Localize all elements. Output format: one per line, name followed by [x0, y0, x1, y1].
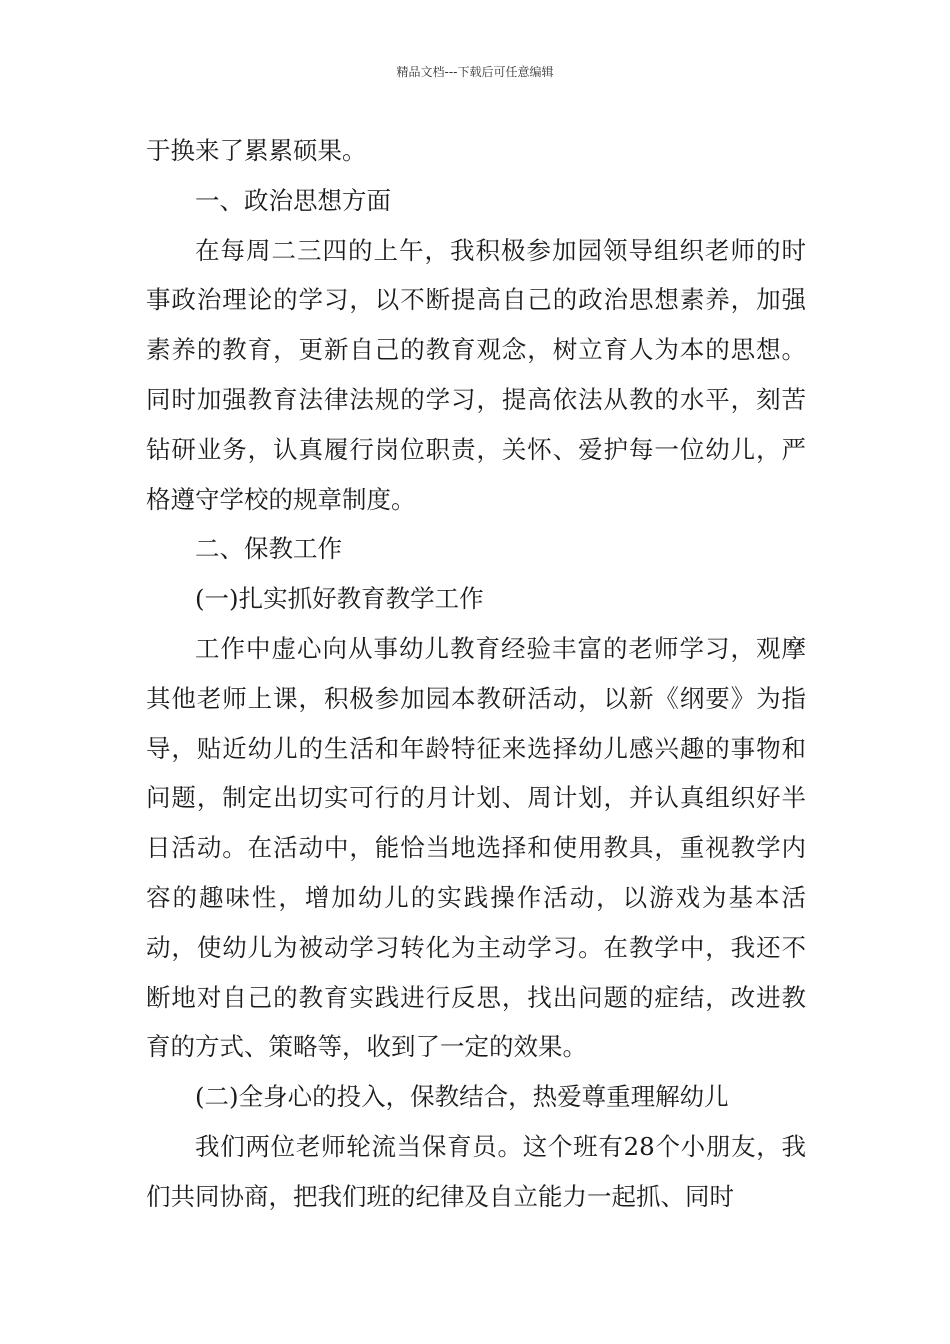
paragraph-political: 在每周二三四的上午，我积极参加园领导组织老师的时事政治理论的学习，以不断提高自己的政治思想素养，加强素养的教育，更新自己的教育观念，树立育人为本的思想。同时加强教育法律法规的学习，提高依法从教的水平，刻苦钻研业务，认真履行岗位职责，关怀、爱护每一位幼儿，严格遵守学校的规章制度。: [146, 235, 806, 514]
section-heading-political: 一、政治思想方面: [195, 185, 391, 215]
paragraph-teaching: 工作中虚心向从事幼儿教育经验丰富的老师学习，观摩其他老师上课，积极参加园本教研活动，以新《纲要》为指导，贴近幼儿的生活和年龄特征来选择幼儿感兴趣的事物和问题，制定出切实可行的月计划、周计划，并认真组织好半日活动。在活动中，能恰当地选择和使用教具，重视教学内容的趣味性，增加幼儿的实践操作活动，以游戏为基本活动，使幼儿为被动学习转化为主动学习。在教学中，我还不断地对自己的教育实践进行反思，找出问题的症结，改进教育的方式、策略等，收到了一定的效果。: [146, 633, 806, 1062]
paragraph-dedication: 我们两位老师轮流当保育员。这个班有28个小朋友，我们共同协商，把我们班的纪律及自立能力一起抓、同时: [146, 1131, 806, 1211]
subsection-heading-dedication: (二)全身心的投入，保教结合，热爱尊重理解幼儿: [195, 1082, 729, 1112]
paragraph-continuation: 于换来了累累硕果。: [146, 136, 367, 165]
subsection-heading-teaching: (一)扎实抓好教育教学工作: [195, 584, 484, 614]
page-header: 精品文档---下载后可任意编辑: [396, 65, 554, 79]
document-body: [146, 126, 806, 1222]
section-heading-care-education: 二、保教工作: [195, 534, 342, 564]
